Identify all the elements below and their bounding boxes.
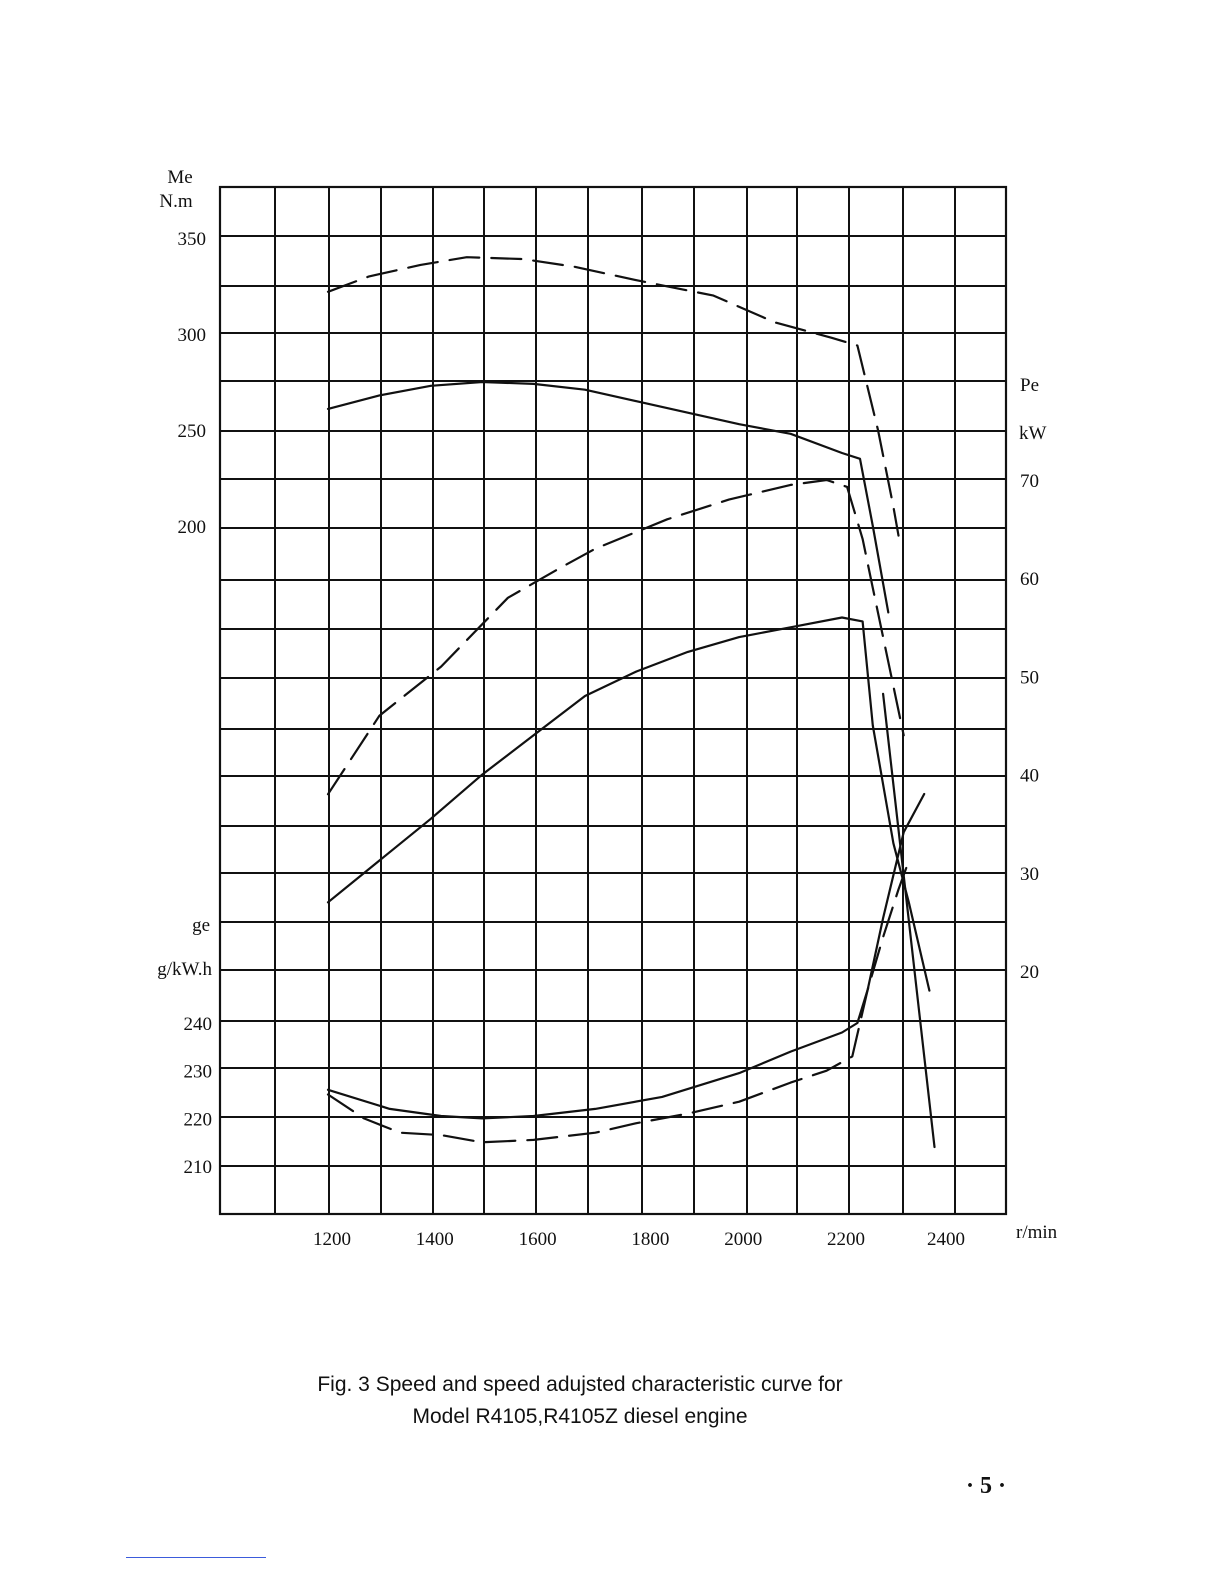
- torque-tick-labels: [178, 229, 207, 538]
- fuel-tick-label: 230: [183, 1061, 212, 1083]
- chart-series-layer: [328, 257, 935, 1147]
- series-line-fuel_consumption-dashed: [328, 861, 909, 1143]
- speed-tick-label: 1200: [313, 1229, 351, 1250]
- power-tick-label: 60: [1020, 569, 1039, 591]
- torque-tick-label: 350: [177, 229, 206, 250]
- power-axis-label: Pe: [1020, 375, 1039, 396]
- power-tick-label: 40: [1020, 765, 1039, 787]
- plot-frame: [220, 187, 1006, 1214]
- fuel-tick-label: 220: [183, 1109, 212, 1131]
- torque-tick-label: 200: [177, 517, 206, 538]
- speed-tick-label: 2400: [927, 1229, 965, 1250]
- speed-tick-label: 2000: [724, 1229, 763, 1250]
- power-tick-label: 50: [1020, 667, 1039, 689]
- fuel-axis-label: ge: [192, 915, 210, 936]
- footnote-rule: [126, 1557, 266, 1558]
- fuel-tick-labels: [184, 1014, 213, 1178]
- speed-tick-label: 1400: [415, 1229, 454, 1250]
- torque-tick-label: 250: [177, 421, 206, 442]
- torque-axis-unit: N.m: [159, 191, 193, 212]
- power-tick-label: 30: [1020, 863, 1039, 885]
- speed-tick-labels: [313, 1229, 965, 1250]
- series-line-torque-solid: [328, 382, 888, 612]
- fuel-tick-label: 240: [183, 1014, 212, 1035]
- figure-caption-line-1: Fig. 3 Speed and speed adujsted characteristic curve for: [317, 1373, 843, 1396]
- power-tick-label: 70: [1020, 471, 1039, 492]
- power-axis-unit: kW: [1019, 423, 1047, 444]
- torque-tick-label: 300: [177, 325, 206, 346]
- power-tick-label: 20: [1020, 962, 1039, 983]
- torque-axis-label: Me: [167, 167, 193, 188]
- series-line-power-solid: [328, 618, 929, 991]
- chart-grid: [220, 187, 1006, 1214]
- fuel-tick-label: 210: [183, 1157, 212, 1179]
- series-line-fuel_consumption-solid: [328, 794, 924, 1118]
- speed-tick-label: 1800: [631, 1229, 670, 1250]
- fuel-axis-unit: g/kW.h: [157, 959, 212, 980]
- power-tick-labels: [1020, 471, 1039, 983]
- speed-axis-label: r/min: [1016, 1222, 1058, 1243]
- page-number: · 5 ·: [966, 1473, 1007, 1499]
- speed-tick-label: 1600: [518, 1229, 557, 1250]
- speed-tick-label: 2200: [827, 1229, 865, 1250]
- figure-caption-line-2: Model R4105,R4105Z diesel engine: [412, 1405, 748, 1428]
- series-line-fuel_consumption-solid: [883, 694, 934, 1147]
